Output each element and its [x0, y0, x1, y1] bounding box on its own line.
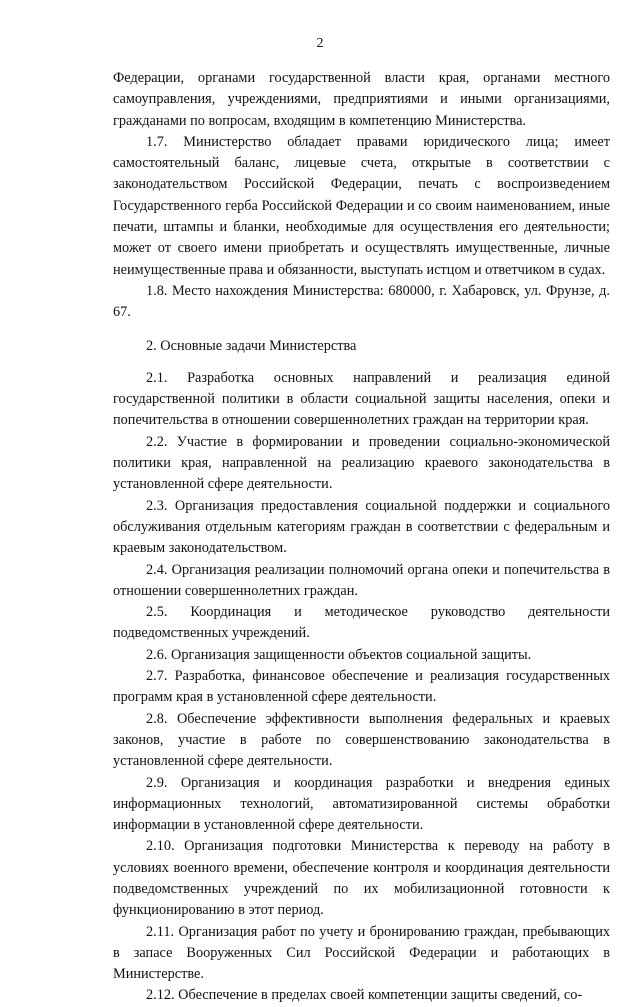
task-paragraph-2-4: 2.4. Организация реализации полномочий органа опеки и попечительства в отношении совершеннолетних граждан. [113, 561, 610, 599]
clause-1-7-paragraph: 1.7. Министерство обладает правами юридического лица; имеет самостоятельный баланс, лицевые счета, открытые в соответствии с законодательством Российской Федерации, печать с воспроизведением Государственного герба Российской Федерации и со своим наименованием, иные печати, штампы и бланки, необходимые для осуществления его деятельности; может от своего имени приобретать и осуществлять имущественные, личные неимущественные права и обязанности, выступать истцом и ответчиком в судах. [113, 133, 610, 278]
task-paragraph-2-10: 2.10. Организация подготовки Министерства к переводу на работу в условиях военного времени, обеспечение контроля и координация деятельности подведомственных учреждений по их мобилизационной готовности к функционированию в этот период. [113, 838, 610, 919]
section-2-heading: 2. Основные задачи Министерства [146, 337, 357, 354]
intro-continuation-paragraph: Федерации, органами государственной власти края, органами местного самоуправления, учреждениями, предприятиями и иными организациями, гражданами по вопросам, входящим в компетенцию Министерства. [113, 70, 610, 129]
task-paragraph-2-3: 2.3. Организация предоставления социальной поддержки и социального обслуживания отдельным категориям граждан в соответствии с федеральным и краевым законодательством. [113, 497, 610, 557]
task-paragraph-2-11: 2.11. Организация работ по учету и бронированию граждан, пребывающих в запасе Вооруженных Сил Российской Федерации и работающих в Министерстве. [113, 923, 610, 983]
task-paragraph-2-9: 2.9. Организация и координация разработки и внедрения единых информационных технологий, автоматизированной системы обработки информации в установленной сфере деятельности. [113, 774, 610, 834]
task-paragraph-2-2: 2.2. Участие в формировании и проведении социально-экономической политики края, направленной на реализацию краевого законодательства в установленной сфере деятельности. [113, 433, 610, 493]
clause-1-8-paragraph: 1.8. Место нахождения Министерства: 680000, г. Хабаровск, ул. Фрунзе, д. 67. [113, 282, 610, 321]
document-body [113, 68, 610, 1007]
page-number: 2 [316, 36, 324, 51]
task-paragraph-2-6: 2.6. Организация защищенности объектов социальной защиты. [146, 646, 532, 663]
task-paragraph-2-8: 2.8. Обеспечение эффективности выполнения федеральных и краевых законов, участие в работе по совершенствованию законодательства в установленной сфере деятельности. [113, 710, 610, 770]
task-paragraph-2-5: 2.5. Координация и методическое руководство деятельности подведомственных учреждений. [113, 604, 610, 642]
task-paragraph-2-1: 2.1. Разработка основных направлений и реализация единой государственной политики в области социальной защиты населения, опеки и попечительства в отношении совершеннолетних граждан на территории края. [113, 369, 610, 429]
task-paragraph-2-7: 2.7. Разработка, финансовое обеспечение и реализация государственных программ края в установленной сфере деятельности. [113, 668, 610, 706]
task-paragraph-2-12: 2.12. Обеспечение в пределах своей компетенции защиты сведений, со- [146, 987, 583, 1004]
